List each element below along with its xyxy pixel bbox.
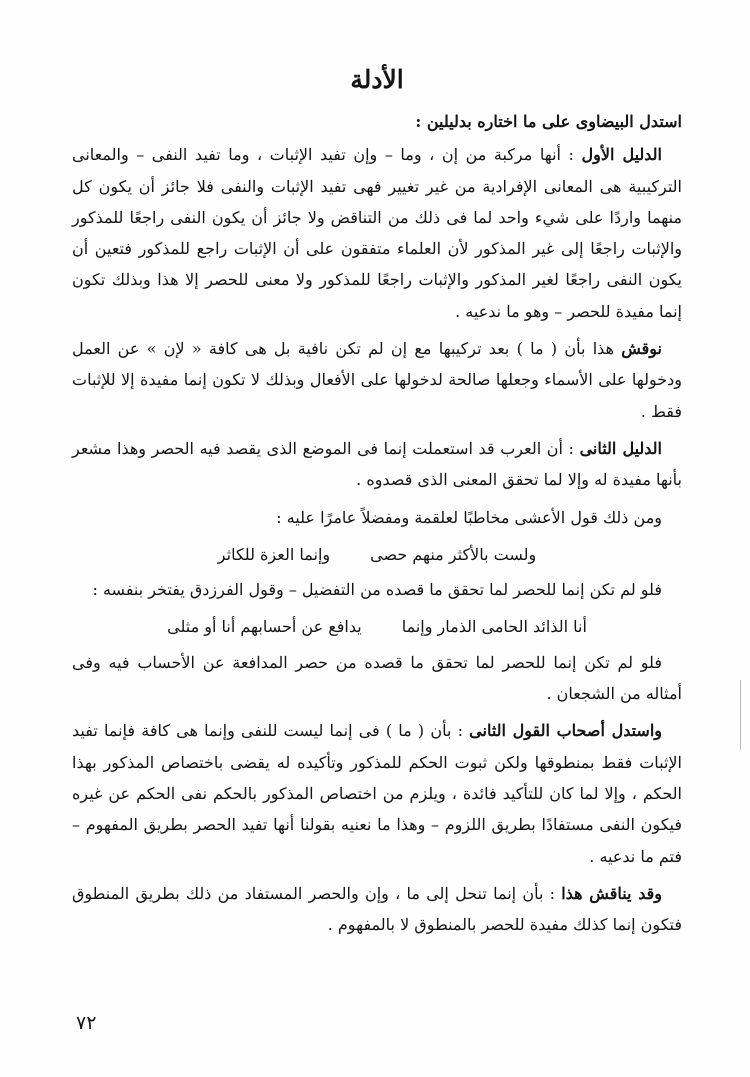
paragraph-first-proof (72, 139, 682, 327)
page-body (72, 62, 682, 946)
paragraph-second-opinion (72, 715, 682, 871)
verse-farazdaq-first-hemistich: أنا الذائد الحامى الذمار وإنما (401, 617, 587, 637)
objection-text: هذا بأن ( ما ) بعد تركيبها مع إن لم تكن نافية بل هى كافة « لإن » عن العمل ودخولها على الأسماء وجعلها صالحة لدخولها على الأفعال وبذلك لا تكون إنما مفيدة إلا للإثبات فقط . (72, 339, 682, 421)
first-proof-text: : أنها مركبة من إن ، وما – وإن تفيد الإثبات ، وما تفيد النفى – والمعانى التركيبية هى المعانى الإفرادية من غير تغيير فهى تفيد الإثبات والنفى فلا جائز أن يكون كل منهما واردًا على شيء واحد لما فى ذلك من التناقض ولا جائز أن يكون النفى راجعًا للمذكور والإثبات راجعًا إلى غير المذكور لأن العلماء متفقون على أن الإثبات راجع للمذكور فتعين أن يكون النفى راجعًا لغير المذكور والإثبات راجعًا للمذكور ولا معنى للحصر إلا هذا وبذلك تكون إنما مفيدة للحصر – وهو ما ندعيه . (72, 145, 682, 321)
margin-scratch (740, 680, 741, 750)
counter-objection-text: : بأن إنما تنحل إلى ما ، وإن والحصر المستفاد من ذلك بطريق المنطوق فتكون إنما كذلك مفيدة للحصر بالمنطوق لا بالمفهوم . (72, 883, 682, 935)
verse-asha-second-hemistich: وإنما العزة للكاثر (217, 544, 331, 564)
paragraph-second-proof (72, 433, 682, 496)
first-proof-label: الدليل الأول (581, 145, 662, 165)
intro-line: استدل البيضاوى على ما اختاره بدليلين : (415, 112, 682, 131)
objection-label: نوقش (621, 339, 662, 359)
second-opinion-label: واستدل أصحاب القول الثانى (469, 721, 662, 741)
paragraph-farazdaq-intro: فلو لم تكن إنما للحصر لما تحقق ما قصده من التفضيل – وقول الفرزدق يفتخر بنفسه : (92, 580, 662, 600)
counter-objection-label: وقد يناقش هذا (561, 883, 662, 903)
verse-farazdaq-second-hemistich: يدافع عن أحسابهم أنا أو مثلى (167, 617, 362, 637)
verse-farazdaq (72, 611, 682, 642)
verse-asha-first-hemistich: ولست بالأكثر منهم حصى (370, 544, 537, 564)
page-title: الأدلة (350, 65, 404, 94)
second-proof-text: : أن العرب قد استعملت إنما فى الموضع الذى يقصد فيه الحصر وهذا مشعر بأنها مفيدة له وإلا لما تحقق المعنى الذى قصدوه . (72, 438, 682, 490)
paragraph-objection (72, 333, 682, 427)
verse-asha (72, 539, 682, 570)
page-number: ٧٢ (76, 1012, 97, 1034)
paragraph-farazdaq-conclusion: فلو لم تكن إنما للحصر لما تحقق ما قصده من حصر المدافعة عن الأحساب فيه وفى أمثاله من الشجعان . (72, 652, 682, 704)
paragraph-counter-objection (72, 878, 682, 941)
second-opinion-text: : بأن ( ما ) فى إنما ليست للنفى وإنما هى كافة فإنما تفيد الإثبات فقط بمنطوقها ولكن ثبوت الحكم للمذكور وتأكيده له يقضى باختصاص المذكور بهذا الحكم ، وإلا لما كان للتأكيد فائدة ، ويلزم من اختصاص المذكور بالحكم نفى الحكم عن غيره فيكون النفى مستفادًا بطريق اللزوم – وهذا ما نعنيه بقولنا أنها تفيد الحصر بطريق المفهوم – فتم ما ندعيه . (72, 721, 682, 866)
paragraph-asha-intro: ومن ذلك قول الأعشى مخاطبًا لعلقمة ومفضلاً عامرًا عليه : (276, 507, 662, 527)
second-proof-label: الدليل الثانى (579, 438, 663, 458)
